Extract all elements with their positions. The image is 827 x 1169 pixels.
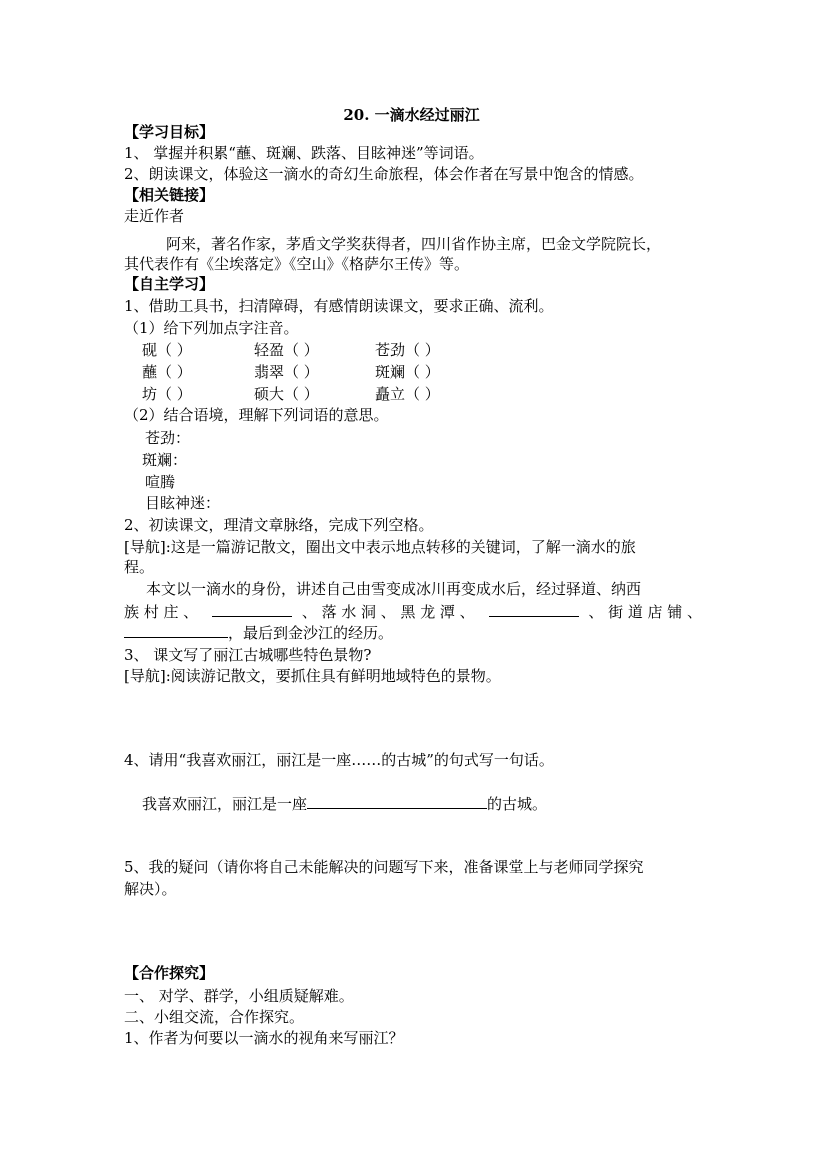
pinyin-item: 蘸（ ） — [142, 363, 192, 381]
task-3-guide: [导航]:阅读游记散文，要抓住具有鲜明地域特色的景物。 — [124, 667, 501, 685]
task-4: 4、请用“我喜欢丽江，丽江是一座……的古城”的句式写一句话。 — [124, 751, 554, 769]
task-2-guide-cont: 程。 — [124, 558, 155, 576]
pinyin-item: 坊（ ） — [142, 385, 192, 403]
pinyin-item: 轻盈（ ） — [254, 341, 319, 359]
vocab-item: 苍劲： — [145, 429, 191, 447]
task-5-cont: 解决）。 — [124, 880, 177, 898]
task-2-text-part: 族村庄、 — [124, 603, 203, 621]
goal-item-1: 1、 掌握并积累“蘸、斑斓、跌落、目眩神迷”等词语。 — [124, 144, 484, 162]
vocab-item: 喧腾 — [145, 473, 176, 491]
pinyin-item: 硕大（ ） — [254, 385, 319, 403]
task-1-sub-2: （2）结合语境，理解下列词语的意思。 — [124, 406, 389, 424]
task-2-fill-line — [124, 601, 702, 623]
task-2-guide: [导航]:这是一篇游记散文，圈出文中表示地点转移的关键词，了解一滴水的旅 — [124, 538, 636, 556]
coop-item-2: 二、小组交流，合作探究。 — [124, 1008, 305, 1026]
task-2: 2、初读课文，理清文章脉络，完成下列空格。 — [124, 516, 434, 534]
coop-item-3: 1、作者为何要以一滴水的视角来写丽江？ — [124, 1029, 404, 1047]
vocab-item: 斑斓： — [142, 451, 188, 469]
pinyin-item: 翡翠（ ） — [254, 363, 319, 381]
page-title: 20. 一滴水经过丽江 — [343, 106, 480, 124]
task-2-text-part: 、街道店铺、 — [588, 603, 702, 621]
task-3: 3、 课文写了丽江古城哪些特色景物? — [124, 646, 372, 664]
section-heading-self-study: 【自主学习】 — [124, 275, 215, 293]
task-1-sub-1: （1）给下列加点字注音。 — [124, 319, 299, 337]
pinyin-item: 斑斓（ ） — [375, 363, 440, 381]
author-text-cont: 其代表作有《尘埃落定》《空山》《格萨尔王传》等。 — [124, 255, 470, 273]
section-heading-links: 【相关链接】 — [124, 186, 215, 204]
pinyin-item: 砚（ ） — [142, 341, 192, 359]
task-2-fill-line-2 — [124, 622, 393, 644]
section-heading-goals: 【学习目标】 — [124, 123, 215, 141]
pinyin-item: 矗立（ ） — [375, 385, 440, 403]
author-heading: 走近作者 — [124, 207, 185, 225]
coop-item-1: 一、 对学、群学，小组质疑解难。 — [124, 987, 354, 1005]
vocab-item: 目眩神迷： — [145, 494, 221, 512]
author-text: 阿来，著名作家，茅盾文学奖获得者，四川省作协主席，巴金文学院院长， — [166, 235, 662, 253]
task-4-text-part: 我喜欢丽江，丽江是一座 — [142, 795, 308, 813]
section-heading-cooperation: 【合作探究】 — [124, 964, 215, 982]
answer-blank[interactable] — [212, 601, 292, 617]
answer-blank[interactable] — [489, 601, 579, 617]
task-4-text-part: 的古城。 — [487, 795, 548, 813]
task-2-text: 本文以一滴水的身份，讲述自己由雪变成冰川再变成水后，经过驿道、纳西 — [146, 580, 642, 598]
pinyin-item: 苍劲（ ） — [375, 341, 440, 359]
task-2-text-part: ，最后到金沙江的经历。 — [228, 624, 394, 642]
task-2-text-part: 、落水洞、黑龙潭、 — [301, 603, 480, 621]
task-1: 1、借助工具书，扫清障碍，有感情朗读课文，要求正确、流利。 — [124, 297, 554, 315]
goal-item-2: 2、朗读课文，体验这一滴水的奇幻生命旅程，体会作者在写景中饱含的情感。 — [124, 165, 644, 183]
answer-blank[interactable] — [124, 622, 228, 638]
task-4-answer-line — [142, 793, 547, 815]
task-5: 5、我的疑问（请你将自己未能解决的问题写下来，准备课堂上与老师同学探究 — [124, 858, 644, 876]
answer-blank[interactable] — [307, 793, 487, 809]
